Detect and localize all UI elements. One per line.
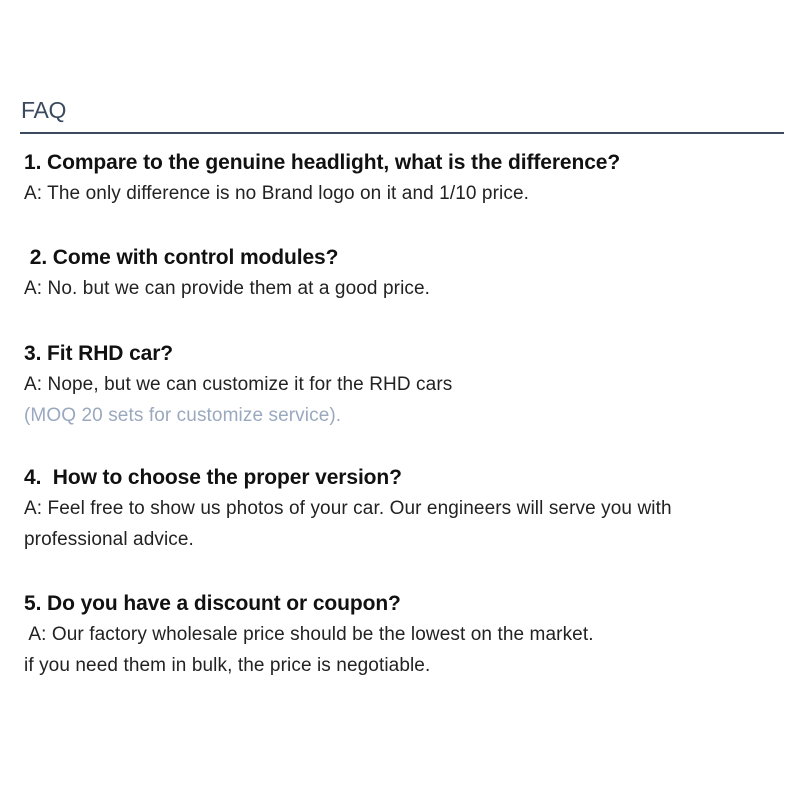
faq-answer: if you need them in bulk, the price is negotiable. [24,655,431,676]
faq-answer: A: Nope, but we can customize it for the RHD cars [24,374,453,395]
faq-item-3 [24,339,784,431]
faq-question: 2. Come with control modules? [24,246,339,269]
faq-item-2 [24,243,784,304]
page-title: FAQ [21,97,67,123]
faq-answer-note: (MOQ 20 sets for customize service). [24,405,342,426]
faq-answer: A: No. but we can provide them at a good price. [24,278,431,299]
faq-question: 1. Compare to the genuine headlight, what is the difference? [24,151,621,174]
faq-item-4 [24,463,784,555]
faq-question: 5. Do you have a discount or coupon? [24,592,401,615]
faq-header [20,95,784,134]
faq-item-5 [24,589,784,681]
faq-question: 3. Fit RHD car? [24,342,174,365]
faq-question: 4. How to choose the proper version? [24,466,402,489]
faq-answer: A: Our factory wholesale price should be the lowest on the market. [24,624,594,645]
faq-answer: A: Feel free to show us photos of your car. Our engineers will serve you with [24,498,672,519]
faq-answer: professional advice. [24,529,194,550]
faq-item-1 [24,148,784,209]
faq-answer: A: The only difference is no Brand logo on it and 1/10 price. [24,183,529,204]
